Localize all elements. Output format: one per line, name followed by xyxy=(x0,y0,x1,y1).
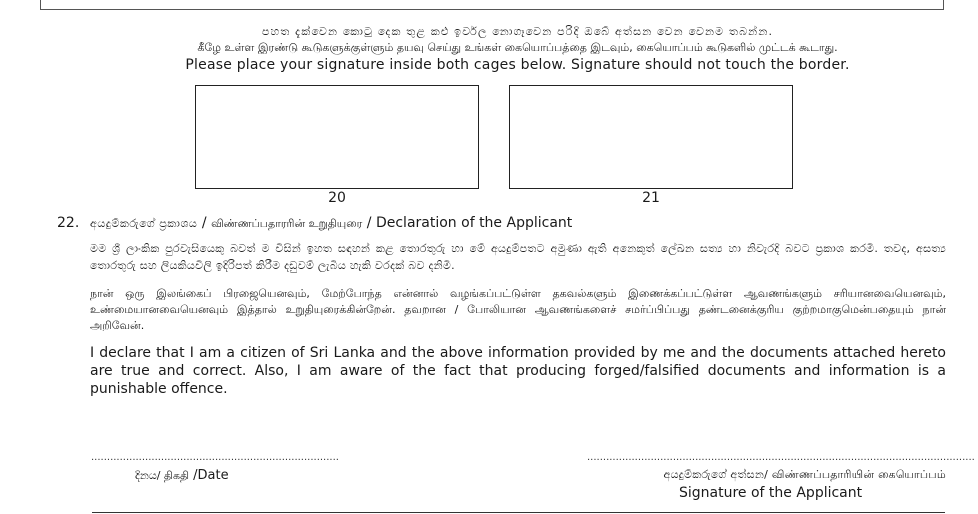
declaration-title-tamil: விண்ணப்பதாரரின் உறுதியுரை xyxy=(211,217,363,230)
declaration-paragraph-sinhala: මම ශ්‍රී ලාංකික පුරවැසියෙකු බවත් ම විසින් ඉහත සඳහන් කළ තොරතුරු හා මේ අයදුම්පතට අමුණා ඇති අනෙකුත් ලේඛන සත්‍ය හා නිවැරදි බවට ප්‍රකාශ කරමි. තවද, අසත්‍ය තොරතුරු සහ ලියකියවිලි ඉදිරිපත් කිරීම දඩුවම් ලැබිය හැකි වරදක් බව දනිමි. xyxy=(90,242,946,272)
declaration-title xyxy=(90,215,572,232)
previous-section-frame xyxy=(40,0,944,10)
title-separator: / xyxy=(201,215,212,231)
cage-number-20: 20 xyxy=(328,190,346,206)
declaration-paragraph-english: I declare that I am a citizen of Sri Lanka and the above information provided by me and the documents attached hereto are true and correct. Also, I am aware of the fact that producing forged/falsified documents and information is a punishable offence. xyxy=(90,345,946,397)
signature-instruction-english: Please place your signature inside both cages below. Signature should not touch the border. xyxy=(185,57,850,73)
declaration-title-sinhala: අයදුම්කරුගේ ප්‍රකාශය xyxy=(90,217,198,230)
signature-label-local: අයදුම්කරුගේ අත්සන/ விண்ணப்பதாரியின் கையொப்பம் xyxy=(663,468,946,481)
date-label xyxy=(135,468,229,484)
date-line[interactable]: .............................................................................. xyxy=(91,452,339,463)
signature-line[interactable]: .......................................................................................................................... xyxy=(587,452,975,463)
signature-cage-21[interactable] xyxy=(509,85,793,189)
date-label-english: /Date xyxy=(193,468,229,483)
declaration-paragraph-tamil: நான் ஒரு இலங்கைப் பிரஜையெனவும், மேற்போந்த என்னால் வழங்கப்பட்டுள்ள தகவல்களும் இணைக்கப்பட்டுள்ள ஆவணங்களும் சரியானவையெனவும், உண்மையானவையெனவும் இத்தால் உறுதியுரைக்கின்றேன். தவறான / போலியான ஆவணங்களைச் சமர்ப்பிப்பது தண்டனைக்குரிய குற்றமாகுமென்பதையும் நான் அறிவேன். xyxy=(90,287,946,332)
section-number: 22. xyxy=(57,215,80,231)
date-label-local: දිනය/ திகதி xyxy=(135,469,189,482)
bottom-rule xyxy=(92,512,945,513)
signature-label-english: Signature of the Applicant xyxy=(679,485,863,501)
cage-number-21: 21 xyxy=(642,190,660,206)
declaration-title-english: / Declaration of the Applicant xyxy=(366,215,573,231)
signature-instruction-tamil: கீழே உள்ள இரண்டு கூடுகளுக்குள்ளும் தயவு செய்து உங்கள் கையொப்பத்தை இடவும், கையொப்பம் கூடுகளில் முட்டக் கூடாது. xyxy=(197,41,838,54)
signature-cage-20[interactable] xyxy=(195,85,479,189)
signature-instruction-sinhala: පහත දැක්වෙන කොටු දෙක තුළ කළු ඉර්වල නොගෑවෙන පරිදි ඔබේ අත්සන වෙන වෙනම තබන්න. xyxy=(261,25,774,38)
